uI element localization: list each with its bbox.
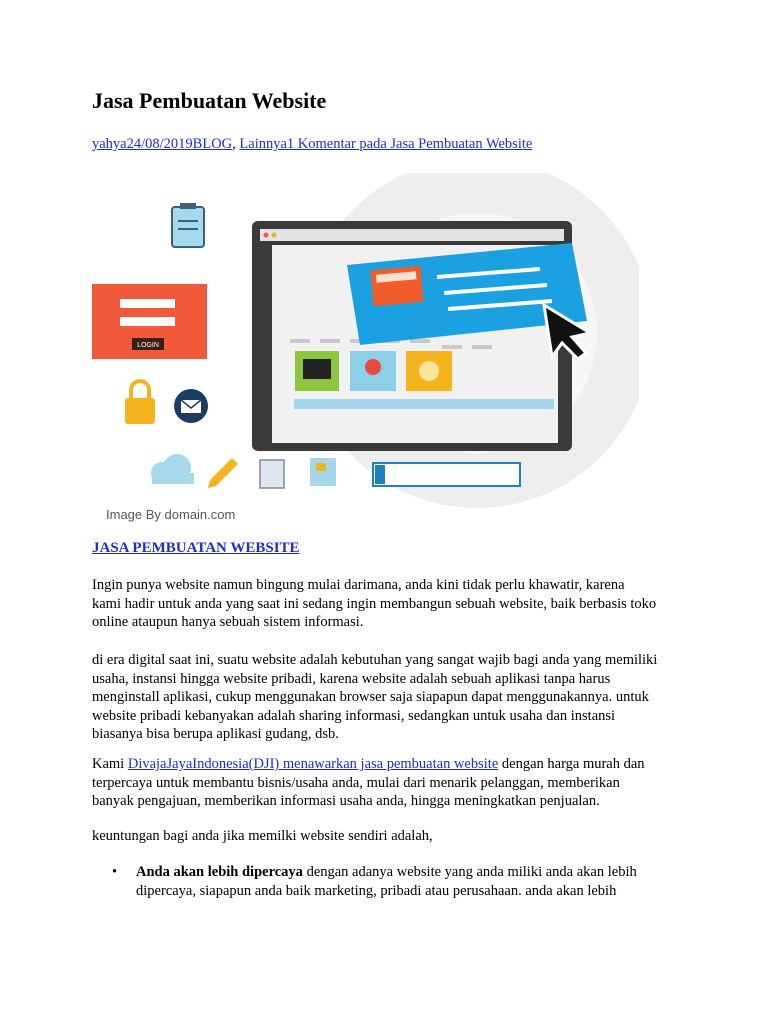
section-title-link[interactable]: JASA PEMBUATAN WEBSITE [92, 540, 300, 556]
content-bar [294, 399, 554, 409]
text-line: menginstall aplikasi, cukup menggunakan browser saja siapapun dapat menggunakannya. untuk [92, 689, 649, 705]
clipboard-icon [172, 207, 204, 247]
document-icon [260, 460, 284, 488]
company-link[interactable]: DivajaJayaIndonesia(DJI) menawarkan jasa pembuatan website [127, 756, 499, 772]
section-title [92, 540, 300, 557]
comments-link[interactable]: Lainnya1 Komentar pada Jasa Pembuatan Website [239, 136, 533, 152]
image-watermark: Image By domain.com [106, 507, 236, 522]
text-line: kami hadir untuk anda yang saat ini sedang ingin membangun sebuah website, baik berbasis toko [92, 595, 657, 612]
meta-separator: , [232, 136, 240, 152]
text-fragment: Kami [92, 756, 128, 772]
text-fragment: dengan harga murah dan [498, 756, 645, 772]
image-icon [310, 458, 336, 486]
bullet-bold-text: Anda akan lebih dipercaya [136, 864, 303, 880]
text-line: usaha, instansi hingga website pribadi, karena website adalah sebuah aplikasi tanpa harus [92, 670, 611, 687]
text-line: biasanya bisa berupa aplikasi gudang, dsb. [92, 726, 339, 742]
text-line: online ataupun hanya sebuah sistem informasi. [92, 614, 364, 630]
text-line: banyak pengajuan, memberikan informasi usaha anda, hingga meningkatkan penjualan. [92, 793, 600, 809]
text-line: website pribadi kebanyakan adalah sharing informasi, sedangkan untuk usaha dan instansi [92, 707, 616, 724]
login-button-label: LOGIN [137, 342, 159, 349]
browser-toolbar [260, 229, 564, 241]
text-fragment: dengan adanya website yang anda miliki anda akan lebih [302, 864, 637, 880]
website-illustration [92, 173, 639, 522]
page-title: Jasa Pembuatan Website [92, 88, 327, 113]
paragraph-intro [92, 576, 692, 632]
paragraph-digital-era [92, 651, 692, 744]
text-line: dipercaya, siapapun anda baik marketing, pribadi atau perusahaan. anda akan lebih [136, 882, 617, 899]
paragraph-benefits-intro [92, 827, 692, 846]
bullet-marker: • [112, 864, 118, 880]
search-bar-illustration [373, 463, 520, 486]
pencil-icon [208, 458, 238, 488]
author-date-link[interactable]: yahya24/08/2019BLOG [92, 136, 233, 152]
text-line: keuntungan bagi anda jika memilki website sendiri adalah, [92, 828, 433, 844]
featured-image [92, 173, 639, 522]
paragraph-offer [92, 755, 692, 811]
cloud-icon [151, 454, 194, 484]
lock-icon [125, 398, 155, 424]
post-meta [92, 136, 532, 153]
text-line: di era digital saat ini, suatu website adalah kebutuhan yang sangat wajib bagi anda yang memiliki [92, 652, 658, 668]
text-line: terpercaya untuk membantu bisnis/usaha anda, mulai dari menarik pelanggan, memberikan [92, 774, 620, 791]
text-line: Ingin punya website namun bingung mulai darimana, anda kini tidak perlu khawatir, karena [92, 577, 625, 593]
